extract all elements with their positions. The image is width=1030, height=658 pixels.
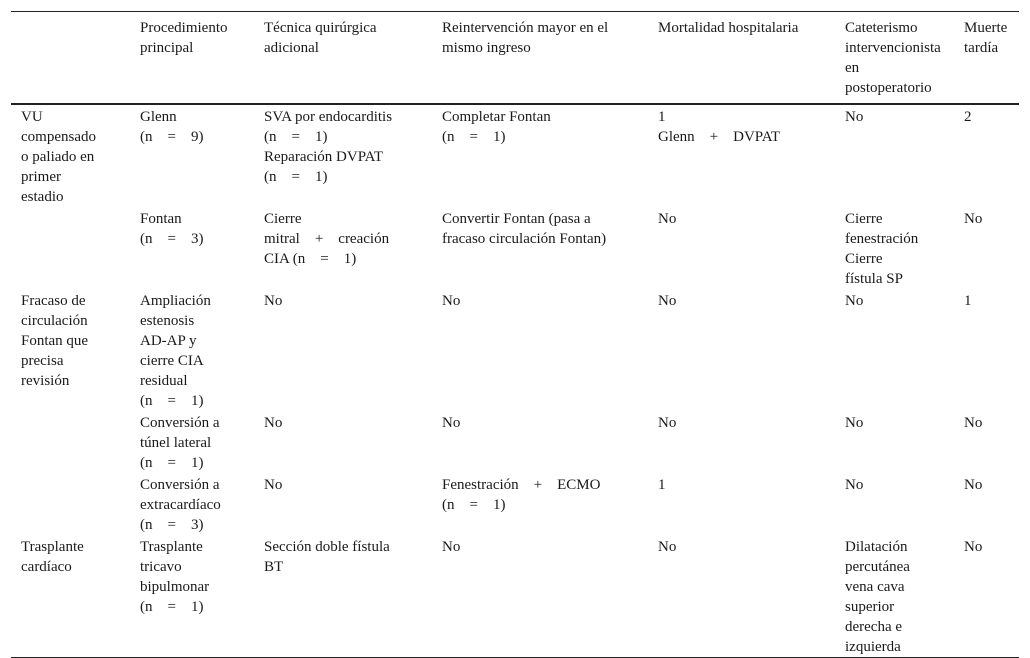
cell-reintervention [442, 289, 658, 411]
cell-text: tricavo [140, 559, 182, 575]
cell-text: Conversión a [140, 477, 220, 493]
cell-technique [264, 411, 442, 473]
cell-text: Completar Fontan [442, 109, 551, 125]
cell-text: No [964, 539, 983, 555]
cell-text: Trasplante [21, 539, 84, 555]
cell-text: compensado [21, 129, 96, 145]
cell-text: (n = 1) [442, 497, 506, 513]
header-text: Técnica quirúrgica [264, 20, 377, 36]
cell-group [11, 207, 140, 289]
cell-procedure [140, 535, 264, 658]
cell-text: CIA (n = 1) [264, 251, 357, 267]
cell-text: o paliado en [21, 149, 95, 165]
cell-group [11, 104, 140, 207]
header-text: principal [140, 40, 194, 56]
cell-text: revisión [21, 373, 70, 389]
cell-text: 1 [964, 293, 972, 309]
column-header-technique [264, 12, 442, 105]
cell-text: precisa [21, 353, 64, 369]
column-header-late-death [964, 12, 1019, 105]
cell-procedure [140, 473, 264, 535]
cell-text: Glenn [140, 109, 177, 125]
table-body [11, 104, 1019, 658]
cell-text: No [264, 293, 283, 309]
cell-text: 2 [964, 109, 972, 125]
cell-group [11, 411, 140, 473]
cell-text: BT [264, 559, 284, 575]
cell-reintervention [442, 207, 658, 289]
cell-text: estenosis [140, 313, 195, 329]
table-row [11, 535, 1019, 658]
cell-text: Cierre [264, 211, 302, 227]
cell-text: (n = 9) [140, 129, 204, 145]
cell-text: vena cava [845, 579, 905, 595]
cell-reintervention [442, 473, 658, 535]
cell-text: Fontan que [21, 333, 89, 349]
cell-text: túnel lateral [140, 435, 212, 451]
results-table [11, 11, 1019, 658]
header-text: intervencionista [845, 40, 941, 56]
cell-text: No [658, 293, 677, 309]
cell-late-death [964, 535, 1019, 658]
cell-text: estadio [21, 189, 64, 205]
cell-mortality [658, 473, 845, 535]
table-row [11, 207, 1019, 289]
cell-catheterization [845, 473, 964, 535]
cell-reintervention [442, 411, 658, 473]
cell-mortality [658, 411, 845, 473]
cell-text: No [845, 415, 864, 431]
header-text: Cateterismo [845, 20, 918, 36]
cell-text: (n = 1) [442, 129, 506, 145]
cell-text: 1 [658, 109, 666, 125]
cell-technique [264, 473, 442, 535]
cell-text: (n = 1) [140, 599, 204, 615]
cell-technique [264, 289, 442, 411]
cell-text: No [964, 211, 983, 227]
cell-text: fenestración [845, 231, 919, 247]
cell-technique [264, 104, 442, 207]
table-row [11, 104, 1019, 207]
cell-text: No [964, 477, 983, 493]
cell-text: cierre CIA [140, 353, 204, 369]
cell-text: mitral + creación [264, 231, 390, 247]
cell-catheterization [845, 104, 964, 207]
cell-text: Fenestración + ECMO [442, 477, 601, 493]
header-text: adicional [264, 40, 319, 56]
cell-text: No [845, 293, 864, 309]
cell-text: Ampliación [140, 293, 211, 309]
cell-late-death [964, 207, 1019, 289]
cell-text: AD-AP y [140, 333, 197, 349]
cell-text: derecha e [845, 619, 903, 635]
header-text: Muerte [964, 20, 1008, 36]
cell-late-death [964, 104, 1019, 207]
cell-text: circulación [21, 313, 88, 329]
cell-mortality [658, 535, 845, 658]
cell-text: fístula SP [845, 271, 903, 287]
cell-text: residual [140, 373, 188, 389]
cell-text: Convertir Fontan (pasa a [442, 211, 591, 227]
cell-text: Reparación DVPAT [264, 149, 384, 165]
cell-text: cardíaco [21, 559, 72, 575]
cell-text: Cierre [845, 251, 883, 267]
column-header-reintervention [442, 12, 658, 105]
cell-text: Glenn + DVPAT [658, 129, 781, 145]
cell-catheterization [845, 289, 964, 411]
cell-text: No [658, 415, 677, 431]
table-header [11, 12, 1019, 105]
cell-late-death [964, 289, 1019, 411]
cell-text: No [845, 477, 864, 493]
cell-text: (n = 1) [140, 393, 204, 409]
cell-text: No [442, 293, 461, 309]
cell-catheterization [845, 411, 964, 473]
column-header-mortality [658, 12, 845, 105]
cell-reintervention [442, 535, 658, 658]
column-header-catheterization [845, 12, 964, 105]
cell-text: Trasplante [140, 539, 203, 555]
column-header-group [11, 12, 140, 105]
cell-text: percutánea [845, 559, 910, 575]
header-text: Reintervención mayor en el [442, 20, 609, 36]
cell-reintervention [442, 104, 658, 207]
cell-catheterization [845, 535, 964, 658]
cell-text: bipulmonar [140, 579, 210, 595]
cell-text: fracaso circulación Fontan) [442, 231, 607, 247]
cell-text: Sección doble fístula [264, 539, 390, 555]
cell-mortality [658, 207, 845, 289]
cell-text: (n = 3) [140, 517, 204, 533]
header-text: Procedimiento [140, 20, 228, 36]
table-row [11, 473, 1019, 535]
cell-text: superior [845, 599, 895, 615]
header-text: postoperatorio [845, 80, 932, 96]
header-row [11, 12, 1019, 105]
cell-late-death [964, 473, 1019, 535]
cell-text: No [964, 415, 983, 431]
cell-text: No [845, 109, 864, 125]
table-row [11, 411, 1019, 473]
cell-text: VU [21, 109, 43, 125]
cell-text: No [442, 539, 461, 555]
cell-text: Cierre [845, 211, 883, 227]
cell-technique [264, 207, 442, 289]
cell-text: primer [21, 169, 61, 185]
cell-text: (n = 1) [140, 455, 204, 471]
cell-text: (n = 3) [140, 231, 204, 247]
cell-text: Fontan [140, 211, 182, 227]
cell-mortality [658, 104, 845, 207]
cell-technique [264, 535, 442, 658]
cell-text: No [264, 415, 283, 431]
cell-catheterization [845, 207, 964, 289]
cell-text: Dilatación [845, 539, 908, 555]
cell-procedure [140, 289, 264, 411]
column-header-procedure [140, 12, 264, 105]
cell-procedure [140, 104, 264, 207]
cell-group [11, 289, 140, 411]
cell-text: No [442, 415, 461, 431]
table-container [11, 11, 1019, 658]
cell-text: Fracaso de [21, 293, 86, 309]
cell-text: SVA por endocarditis [264, 109, 393, 125]
cell-text: izquierda [845, 639, 901, 655]
cell-text: 1 [658, 477, 666, 493]
header-text: en [845, 60, 860, 76]
cell-text: extracardíaco [140, 497, 221, 513]
cell-text: No [264, 477, 283, 493]
cell-text: (n = 1) [264, 129, 328, 145]
header-text: mismo ingreso [442, 40, 531, 56]
cell-text: (n = 1) [264, 169, 328, 185]
cell-mortality [658, 289, 845, 411]
table-row [11, 289, 1019, 411]
cell-text: Conversión a [140, 415, 220, 431]
cell-text: No [658, 211, 677, 227]
header-text: tardía [964, 40, 999, 56]
header-text: Mortalidad hospitalaria [658, 20, 799, 36]
cell-group [11, 473, 140, 535]
cell-text: No [658, 539, 677, 555]
cell-group [11, 535, 140, 658]
cell-procedure [140, 207, 264, 289]
cell-procedure [140, 411, 264, 473]
cell-late-death [964, 411, 1019, 473]
